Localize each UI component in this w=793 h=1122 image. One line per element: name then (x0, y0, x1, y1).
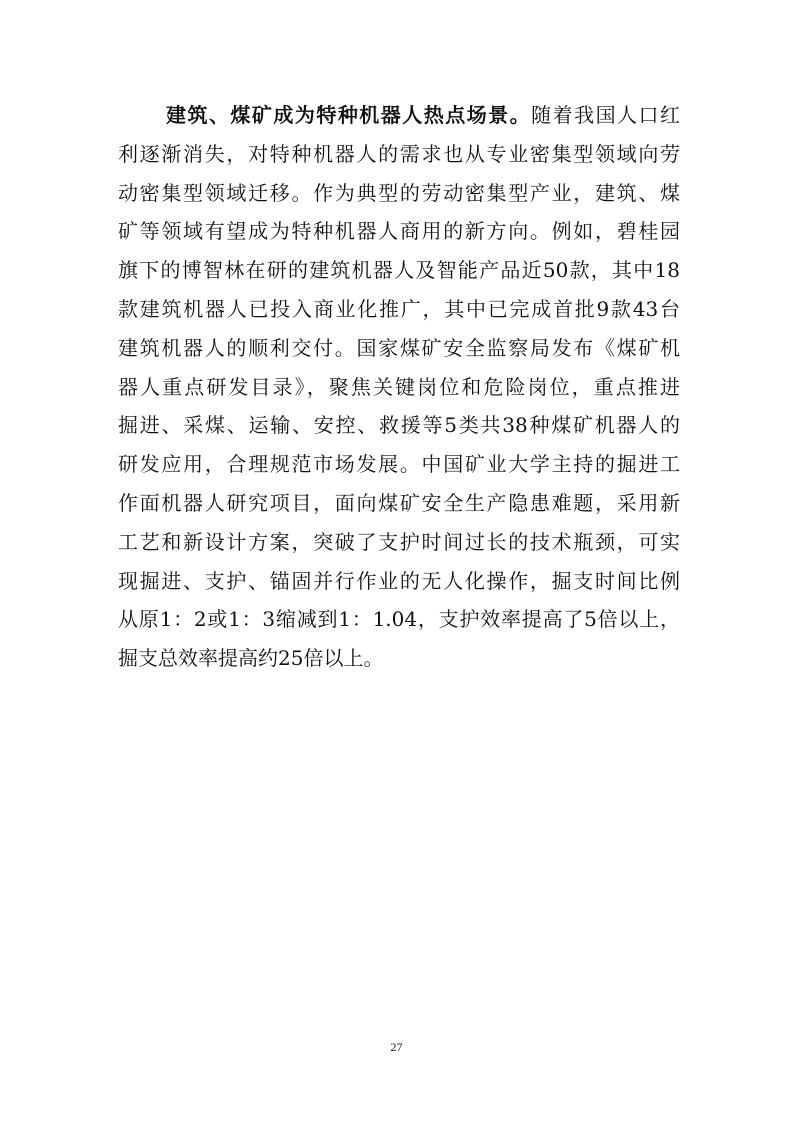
paragraph-line: 建筑机器人的顺利交付。国家煤矿安全监察局发布《煤矿机 (118, 335, 680, 360)
paragraph-line: 研发应用，合理规范市场发展。中国矿业大学主持的掘进工 (118, 452, 680, 477)
paragraph-line: 动密集型领域迁移。作为典型的劳动密集型产业，建筑、煤 (118, 180, 680, 205)
paragraph-line-1-rest: 随着我国人口红 (531, 103, 681, 127)
paragraph-line: 利逐渐消失，对特种机器人的需求也从专业密集型领域向劳 (118, 141, 680, 166)
paragraph-line: 现掘进、支护、锚固并行作业的无人化操作，掘支时间比例 (118, 568, 680, 593)
paragraph-line: 器人重点研发目录》，聚焦关键岗位和危险岗位，重点推进 (118, 374, 680, 399)
paragraph-line: 工艺和新设计方案，突破了支护时间过长的技术瓶颈，可实 (118, 529, 680, 554)
body-paragraph (118, 96, 680, 678)
paragraph-line: 旗下的博智林在研的建筑机器人及智能产品近50款，其中18 (118, 258, 680, 283)
paragraph-line: 矿等领域有望成为特种机器人商用的新方向。例如，碧桂园 (118, 219, 680, 244)
paragraph-line-last: 掘支总效率提高约25倍以上。 (118, 646, 384, 671)
paragraph-line: 款建筑机器人已投入商业化推广，其中已完成首批9款43台 (118, 296, 680, 321)
paragraph-line: 作面机器人研究项目，面向煤矿安全生产隐患难题，采用新 (118, 490, 680, 515)
paragraph-line: 掘进、采煤、运输、安控、救援等5类共38种煤矿机器人的 (118, 413, 680, 438)
page-number: 27 (390, 1040, 403, 1054)
paragraph-line: 从原1：2或1：3缩减到1：1.04，支护效率提高了5倍以上， (118, 607, 680, 632)
paragraph-line-1 (118, 96, 680, 135)
paragraph-lead-heading: 建筑、煤矿成为特种机器人热点场景。 (166, 103, 532, 127)
